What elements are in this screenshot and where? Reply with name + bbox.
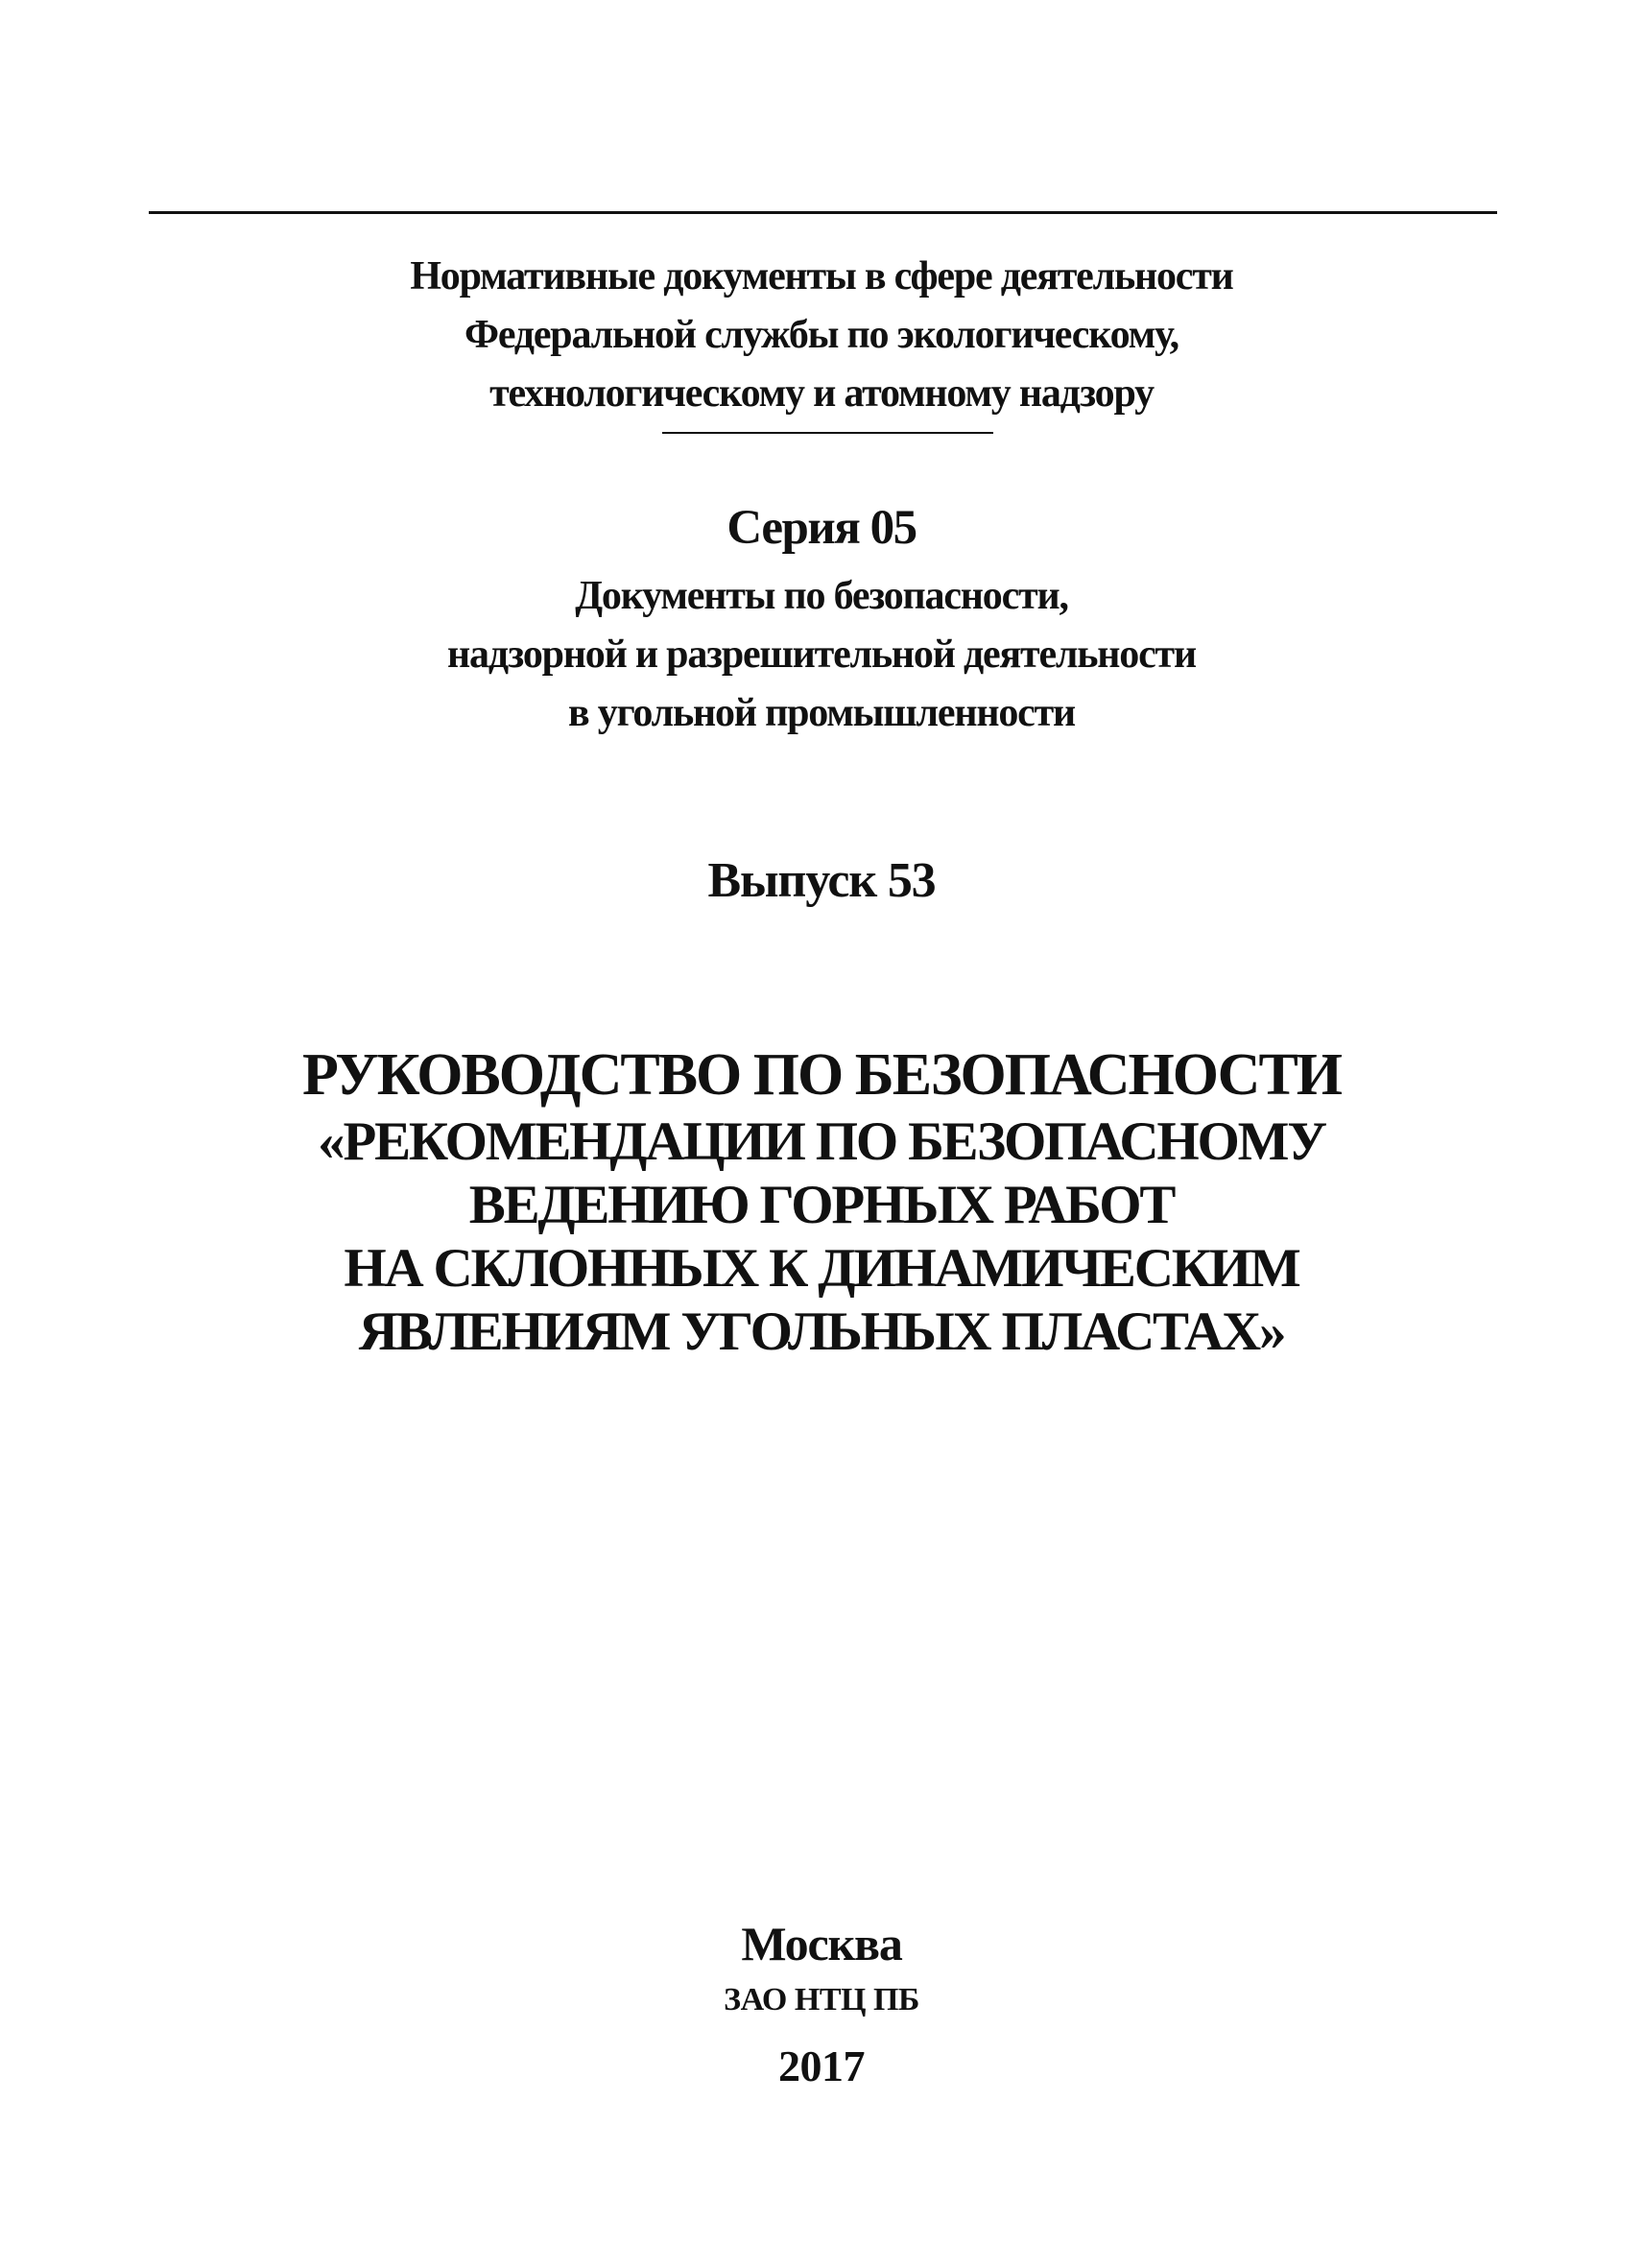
- imprint-year: 2017: [778, 2041, 865, 2090]
- document-title-line: НА СКЛОННЫХ К ДИНАМИЧЕСКИМ: [344, 1238, 1299, 1299]
- agency-header-line: технологическому и атомному надзору: [489, 371, 1154, 416]
- imprint: [0, 1915, 1643, 2093]
- agency-header-line: Нормативные документы в сфере деятельности: [410, 254, 1233, 298]
- series-description-line: Документы по безопасности,: [575, 574, 1068, 618]
- imprint-city: Москва: [741, 1917, 902, 1970]
- series-title: Серия 05: [726, 501, 917, 555]
- document-title-line: «РЕКОМЕНДАЦИИ ПО БЕЗОПАСНОМУ: [318, 1111, 1325, 1172]
- agency-header-line: Федеральной службы по экологическому,: [464, 313, 1179, 357]
- issue-title: Выпуск 53: [707, 853, 936, 908]
- agency-header: [0, 248, 1643, 423]
- document-title-line: РУКОВОДСТВО ПО БЕЗОПАСНОСТИ: [301, 1042, 1342, 1108]
- series-description-line: в угольной промышленности: [567, 691, 1076, 735]
- document-title: [0, 1039, 1643, 1364]
- document-title-line: ВЕДЕНИЮ ГОРНЫХ РАБОТ: [468, 1175, 1175, 1235]
- header-divider: [662, 432, 993, 434]
- imprint-publisher: ЗАО НТЦ ПБ: [724, 1982, 919, 2017]
- series-description: [0, 567, 1643, 743]
- top-rule: [149, 211, 1497, 214]
- document-title-line: ЯВЛЕНИЯМ УГОЛЬНЫХ ПЛАСТАХ»: [358, 1301, 1285, 1362]
- series-description-line: надзорной и разрешительной деятельности: [447, 633, 1196, 677]
